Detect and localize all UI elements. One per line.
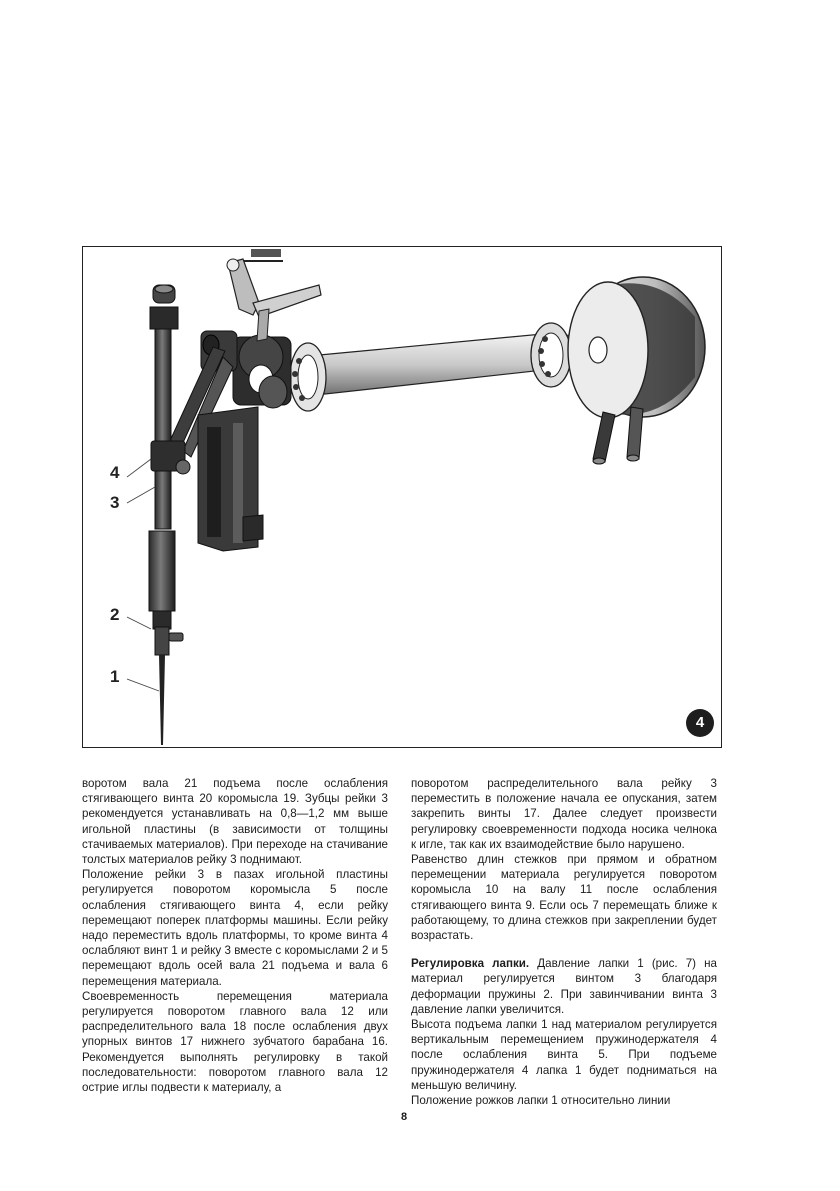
callout-label-3: 3	[110, 493, 120, 512]
paragraph: поворотом распределительного вала рейку 3 переместить в положение начала ее опускания, затем закрепить винты 17. Далее следует произвести регулировку своевременности подхода носика челнока к игле, так как их взаимодействие было нарушено.	[411, 777, 717, 851]
paragraph: Положение рейки 3 в пазах игольной пластины регулируется поворотом коромысла 5 после ослабления стягивающего винта 4, если рейку перемещают поперек платформы машины. Если рейку надо переместить вдоль платформы, то кроме винта 4 ослабляют винт 1 и рейку 3 вместе с коромыслами 2 и 5 перемещают вдоль осей вала 21 подъема и вала 6 перемещения материала.	[82, 868, 388, 988]
section-paragraph	[411, 956, 717, 1017]
callout-label-4: 4	[110, 463, 120, 482]
guide-bracket	[198, 407, 263, 551]
figure-number-badge: 4	[686, 709, 714, 737]
paragraph: Равенство длин стежков при прямом и обратном перемещении материала регулируется поворотом коромысла 10 на валу 11 после ослабления стягивающего винта 9. Если ось 7 перемещать ближе к работающему, то длина стежков при закреплении будет возрастать.	[411, 853, 717, 943]
callout-label-2: 2	[110, 605, 120, 624]
paragraph: воротом вала 21 подъема после ослабления стягивающего винта 20 коромысла 19. Зубцы рейки 3 рекомендуется устанавливать на 0,8—1,2 мм выше игольной пластины (в зависимости от толщины стачиваемых материалов). При переходе на стачивание толстых материалов рейку 3 поднимают.	[82, 777, 388, 867]
paragraph: Своевременность перемещения материала регулируется поворотом главного вала 12 или распределительного вала 18 после ослабления двух упорных винтов 17 нижнего зубчатого барабана 16. Рекомендуется выполнять регулировку в такой последовательности: поворотом главного вала 12 острие иглы подвести к материалу, а	[82, 989, 388, 1095]
pulley-wheel	[568, 277, 705, 464]
bearing-left	[290, 343, 326, 411]
text-column-left	[82, 776, 388, 1095]
text-column-right	[411, 776, 717, 1108]
mechanism-drawing	[83, 247, 723, 749]
page-number: 8	[400, 1111, 408, 1123]
figure-4-frame	[82, 246, 722, 748]
crank-arm	[227, 249, 321, 341]
paragraph: Положение рожков лапки 1 относительно линии	[411, 1094, 671, 1108]
callout-label-1: 1	[110, 667, 120, 686]
bearing-right	[531, 323, 571, 387]
needle-bar	[149, 285, 190, 745]
paragraph: Высота подъема лапки 1 над материалом регулируется вертикальным перемещением пружинодержателя 4 после ослабления винта 5. При подъеме пружинодержателя 4 лапка 1 будет подниматься на меньшую величину.	[411, 1018, 717, 1092]
paragraph-text: Давление лапки 1 (рис. 7) на материал регулируется винтом 3 благодаря деформации пружины 2. При завинчивании винта 3 давление лапки увеличится.	[411, 957, 717, 1016]
section-heading: Регулировка лапки.	[411, 957, 530, 971]
